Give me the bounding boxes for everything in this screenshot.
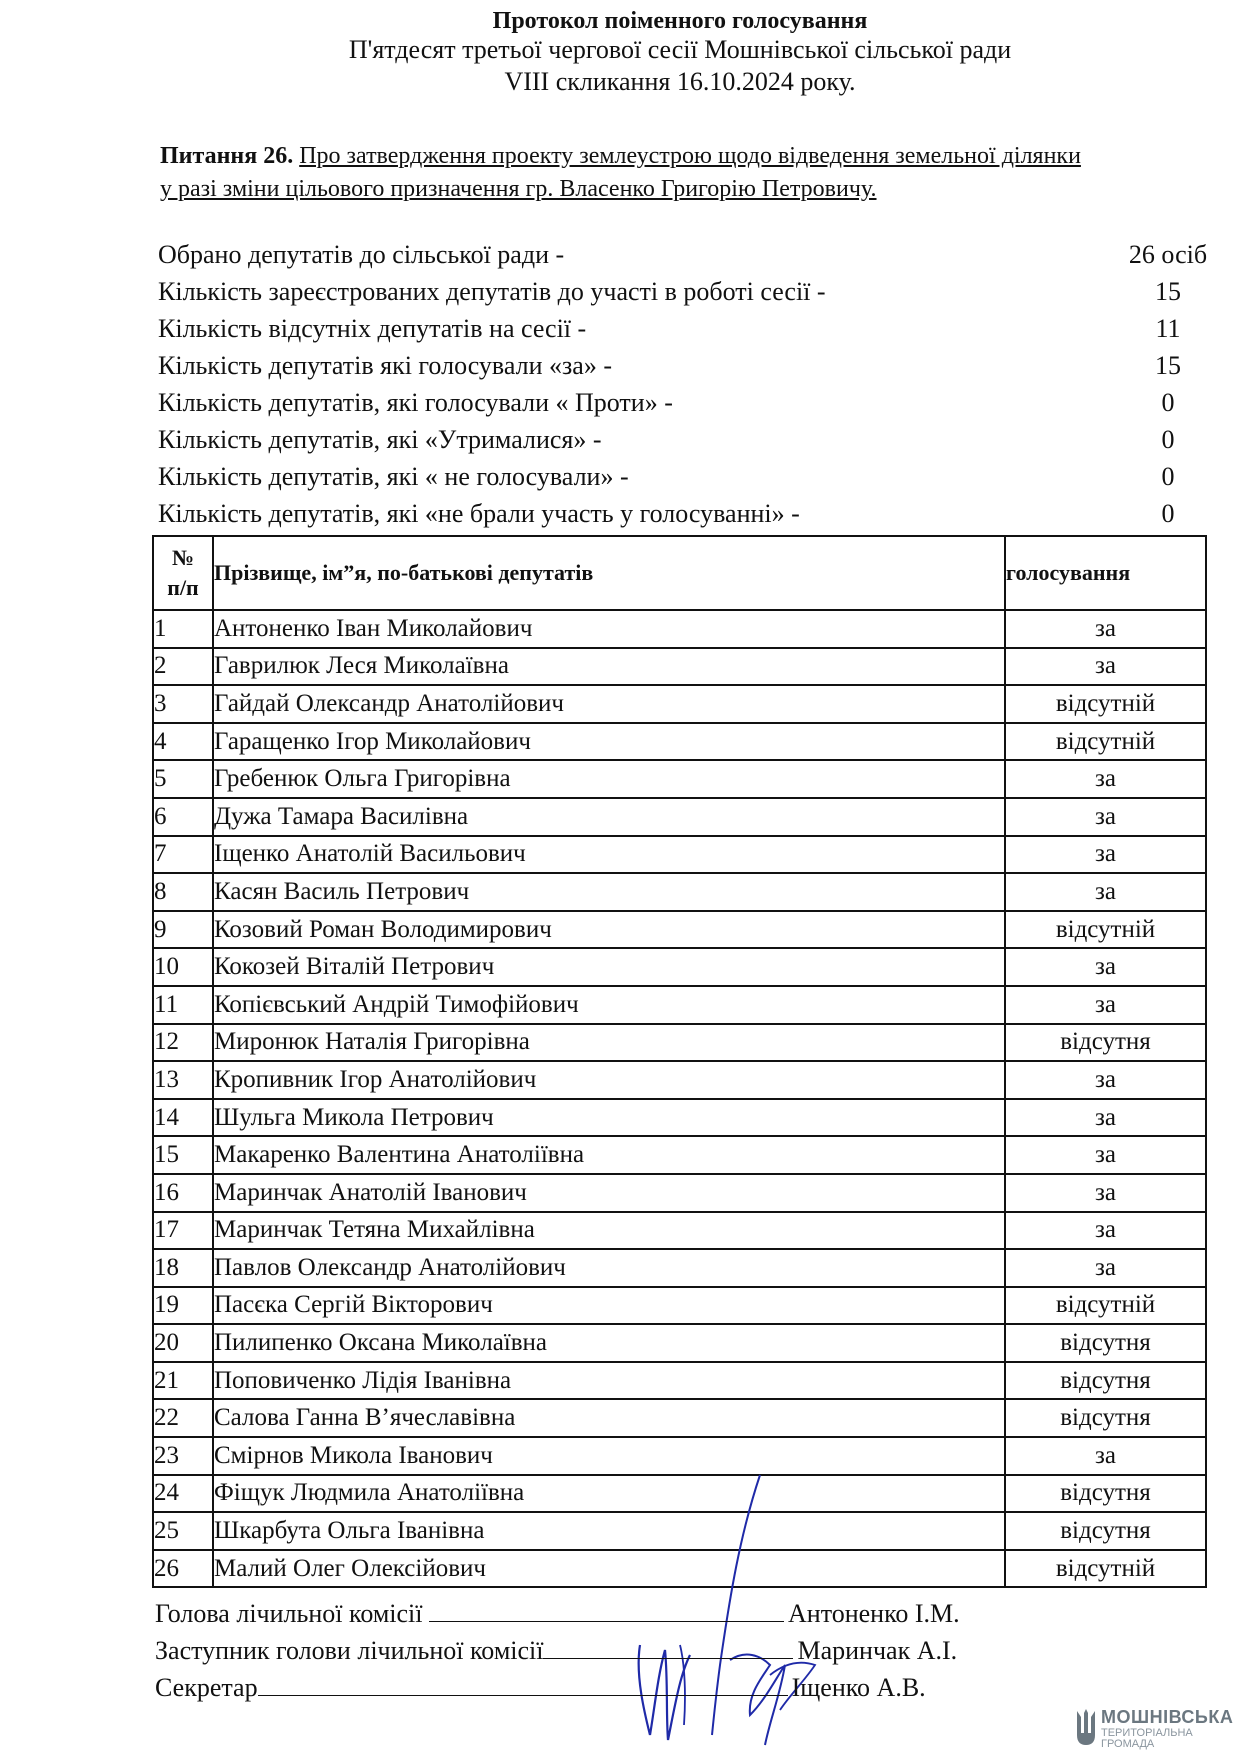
deputy-number: 22 <box>153 1399 213 1437</box>
deputy-name: Гайдай Олександр Анатолійович <box>213 685 1005 723</box>
deputy-name: Кокозей Віталій Петрович <box>213 948 1005 986</box>
logo-subtitle-2: ГРОМАДА <box>1101 1738 1155 1750</box>
table-row <box>153 986 1206 1024</box>
vote-statistics <box>158 236 1208 532</box>
commission-signatures <box>155 1595 1115 1706</box>
deputy-name: Шульга Микола Петрович <box>213 1099 1005 1137</box>
community-logo <box>1075 1705 1235 1751</box>
table-row <box>153 948 1206 986</box>
stat-value: 0 <box>1161 462 1175 491</box>
deputy-number: 25 <box>153 1512 213 1550</box>
table-row <box>153 798 1206 836</box>
stat-label: Кількість депутатів, які « не голосували» - <box>158 462 629 491</box>
deputy-name: Фіщук Людмила Анатоліївна <box>213 1475 1005 1513</box>
convocation-date-line: VIII скликання 16.10.2024 року. <box>504 67 856 96</box>
deputy-vote: відсутній <box>1005 1550 1206 1588</box>
stat-row <box>158 347 1181 384</box>
stat-row <box>158 421 1175 458</box>
deputy-number: 1 <box>153 610 213 648</box>
deputy-name: Касян Василь Петрович <box>213 873 1005 911</box>
deputy-name: Салова Ганна В’ячеславівна <box>213 1399 1005 1437</box>
deputy-number: 16 <box>153 1174 213 1212</box>
deputy-name: Гаврилюк Леся Миколаївна <box>213 648 1005 686</box>
table-header-row <box>153 536 1206 610</box>
deputy-vote: відсутня <box>1005 1512 1206 1550</box>
deputy-name: Дужа Тамара Василівна <box>213 798 1005 836</box>
roll-call-table <box>152 535 1207 1588</box>
deputy-number: 21 <box>153 1362 213 1400</box>
deputy-vote: за <box>1005 836 1206 874</box>
deputy-number: 26 <box>153 1550 213 1588</box>
table-row <box>153 836 1206 874</box>
table-row <box>153 1099 1206 1137</box>
signature-line <box>258 1673 788 1696</box>
stat-label: Кількість депутатів які голосували «за» - <box>158 351 612 380</box>
deputy-vote: за <box>1005 1249 1206 1287</box>
deputy-name: Іщенко Анатолій Васильович <box>213 836 1005 874</box>
stat-value: 0 <box>1161 425 1175 454</box>
table-row <box>153 723 1206 761</box>
table-row <box>153 1136 1206 1174</box>
deputy-number: 4 <box>153 723 213 761</box>
logo-subtitle-1: ТЕРИТОРІАЛЬНА <box>1101 1727 1193 1739</box>
signature-line <box>429 1599 784 1622</box>
stat-row <box>158 495 1175 532</box>
stat-label: Кількість відсутніх депутатів на сесії - <box>158 314 587 343</box>
signature-row-chair: Голова лічильної комісії Антоненко І.М. <box>155 1595 1115 1632</box>
deputy-name: Козовий Роман Володимирович <box>213 911 1005 949</box>
deputy-vote: за <box>1005 610 1206 648</box>
deputy-vote: відсутня <box>1005 1324 1206 1362</box>
deputy-number: 6 <box>153 798 213 836</box>
stat-row <box>158 458 1175 495</box>
deputy-vote: за <box>1005 648 1206 686</box>
deputy-vote: відсутній <box>1005 911 1206 949</box>
table-row <box>153 760 1206 798</box>
document-header <box>150 8 1210 98</box>
deputy-name: Макаренко Валентина Анатоліївна <box>213 1136 1005 1174</box>
deputy-name: Шкарбута Ольга Іванівна <box>213 1512 1005 1550</box>
signature-row-secretary: Секретар Іщенко А.В. <box>155 1669 1115 1706</box>
deputy-vote: за <box>1005 760 1206 798</box>
deputy-vote: відсутній <box>1005 685 1206 723</box>
stat-label: Кількість депутатів, які «Утрималися» - <box>158 425 602 454</box>
deputy-name: Гребенюк Ольга Григорівна <box>213 760 1005 798</box>
deputy-number: 9 <box>153 911 213 949</box>
logo-title: МОШНІВСЬКА <box>1101 1707 1234 1727</box>
table-row <box>153 1399 1206 1437</box>
stat-value: 0 <box>1161 388 1175 417</box>
stat-label: Обрано депутатів до сільської ради - <box>158 240 565 269</box>
deputy-name: Смірнов Микола Іванович <box>213 1437 1005 1475</box>
deputy-name: Малий Олег Олексійович <box>213 1550 1005 1588</box>
deputy-number: 3 <box>153 685 213 723</box>
deputy-vote: за <box>1005 798 1206 836</box>
deputy-number: 11 <box>153 986 213 1024</box>
deputy-vote: відсутня <box>1005 1024 1206 1062</box>
signatory-name: Маринчак А.І. <box>797 1636 958 1665</box>
deputy-number: 12 <box>153 1024 213 1062</box>
deputy-number: 13 <box>153 1061 213 1099</box>
stat-value: 26 осіб <box>1128 240 1208 269</box>
deputy-name: Кропивник Ігор Анатолійович <box>213 1061 1005 1099</box>
question-text-line2: у разі зміни цільового призначення гр. Власенко Григорію Петровичу. <box>160 176 877 202</box>
session-line: П'ятдесят третьої чергової сесії Мошнівської сільської ради <box>348 35 1012 64</box>
stat-value: 0 <box>1161 499 1175 528</box>
deputy-vote: за <box>1005 1061 1206 1099</box>
deputy-number: 5 <box>153 760 213 798</box>
stat-label: Кількість зареєстрованих депутатів до участі в роботі сесії - <box>158 277 826 306</box>
table-row <box>153 1024 1206 1062</box>
deputy-number: 8 <box>153 873 213 911</box>
deputy-vote: відсутній <box>1005 723 1206 761</box>
header-number: № п/п <box>153 536 213 610</box>
stat-row <box>158 236 1208 273</box>
deputy-number: 20 <box>153 1324 213 1362</box>
stat-value: 15 <box>1155 351 1181 380</box>
deputy-number: 2 <box>153 648 213 686</box>
deputy-vote: відсутня <box>1005 1399 1206 1437</box>
document-title: Протокол поіменного голосування <box>492 8 868 34</box>
deputy-number: 14 <box>153 1099 213 1137</box>
question-label: Питання 26 <box>160 143 288 169</box>
deputy-vote: за <box>1005 873 1206 911</box>
stat-row <box>158 384 1175 421</box>
deputy-vote: за <box>1005 1437 1206 1475</box>
table-row <box>153 1212 1206 1250</box>
deputy-name: Пасєка Сергій Вікторович <box>213 1287 1005 1325</box>
stat-label: Кількість депутатів, які «не брали участь у голосуванні» - <box>158 499 800 528</box>
table-row <box>153 1174 1206 1212</box>
deputy-number: 18 <box>153 1249 213 1287</box>
deputy-name: Миронюк Наталія Григорівна <box>213 1024 1005 1062</box>
deputy-name: Павлов Олександр Анатолійович <box>213 1249 1005 1287</box>
deputy-number: 23 <box>153 1437 213 1475</box>
deputy-name: Маринчак Тетяна Михайлівна <box>213 1212 1005 1250</box>
table-row <box>153 873 1206 911</box>
deputy-number: 24 <box>153 1475 213 1513</box>
deputy-number: 10 <box>153 948 213 986</box>
header-name: Прізвище, ім”я, по-батькові депутатів <box>213 536 1005 610</box>
deputy-vote: за <box>1005 1099 1206 1137</box>
table-row <box>153 1287 1206 1325</box>
deputy-vote: за <box>1005 1136 1206 1174</box>
table-row <box>153 911 1206 949</box>
stat-value: 11 <box>1155 314 1181 343</box>
trident-emblem-icon <box>1075 1709 1097 1747</box>
question-block: Питання 26. Про затвердження проекту землеустрою щодо відведення земельної ділянки у разі зміни цільового призначення гр. Власенко Григорію Петровичу. <box>160 140 1210 206</box>
deputy-name: Поповиченко Лідія Іванівна <box>213 1362 1005 1400</box>
deputy-number: 17 <box>153 1212 213 1250</box>
table-row <box>153 1324 1206 1362</box>
signature-line <box>543 1636 793 1659</box>
deputy-vote: за <box>1005 948 1206 986</box>
signatory-name: Іщенко А.В. <box>791 1673 926 1702</box>
deputy-vote: за <box>1005 1212 1206 1250</box>
deputy-vote: за <box>1005 1174 1206 1212</box>
deputy-number: 15 <box>153 1136 213 1174</box>
stat-row <box>158 310 1181 347</box>
deputy-name: Маринчак Анатолій Іванович <box>213 1174 1005 1212</box>
table-row <box>153 648 1206 686</box>
deputy-vote: відсутня <box>1005 1475 1206 1513</box>
table-row <box>153 610 1206 648</box>
question-text-line1: Про затвердження проекту землеустрою щодо відведення земельної ділянки <box>299 143 1081 169</box>
header-vote: голосування <box>1005 536 1206 610</box>
table-row <box>153 1362 1206 1400</box>
signatory-name: Антоненко І.М. <box>788 1599 960 1628</box>
deputy-number: 7 <box>153 836 213 874</box>
stat-value: 15 <box>1155 277 1181 306</box>
deputy-name: Гаращенко Ігор Миколайович <box>213 723 1005 761</box>
table-row <box>153 685 1206 723</box>
deputy-name: Антоненко Іван Миколайович <box>213 610 1005 648</box>
deputy-vote: відсутня <box>1005 1362 1206 1400</box>
deputy-number: 19 <box>153 1287 213 1325</box>
deputy-name: Копієвський Андрій Тимофійович <box>213 986 1005 1024</box>
stat-label: Кількість депутатів, які голосували « Проти» - <box>158 388 673 417</box>
deputy-vote: за <box>1005 986 1206 1024</box>
deputy-name: Пилипенко Оксана Миколаївна <box>213 1324 1005 1362</box>
table-row <box>153 1061 1206 1099</box>
stat-row <box>158 273 1181 310</box>
deputy-vote: відсутній <box>1005 1287 1206 1325</box>
signature-row-deputy-chair: Заступник голови лічильної комісії Маринчак А.І. <box>155 1632 1115 1669</box>
table-row <box>153 1249 1206 1287</box>
